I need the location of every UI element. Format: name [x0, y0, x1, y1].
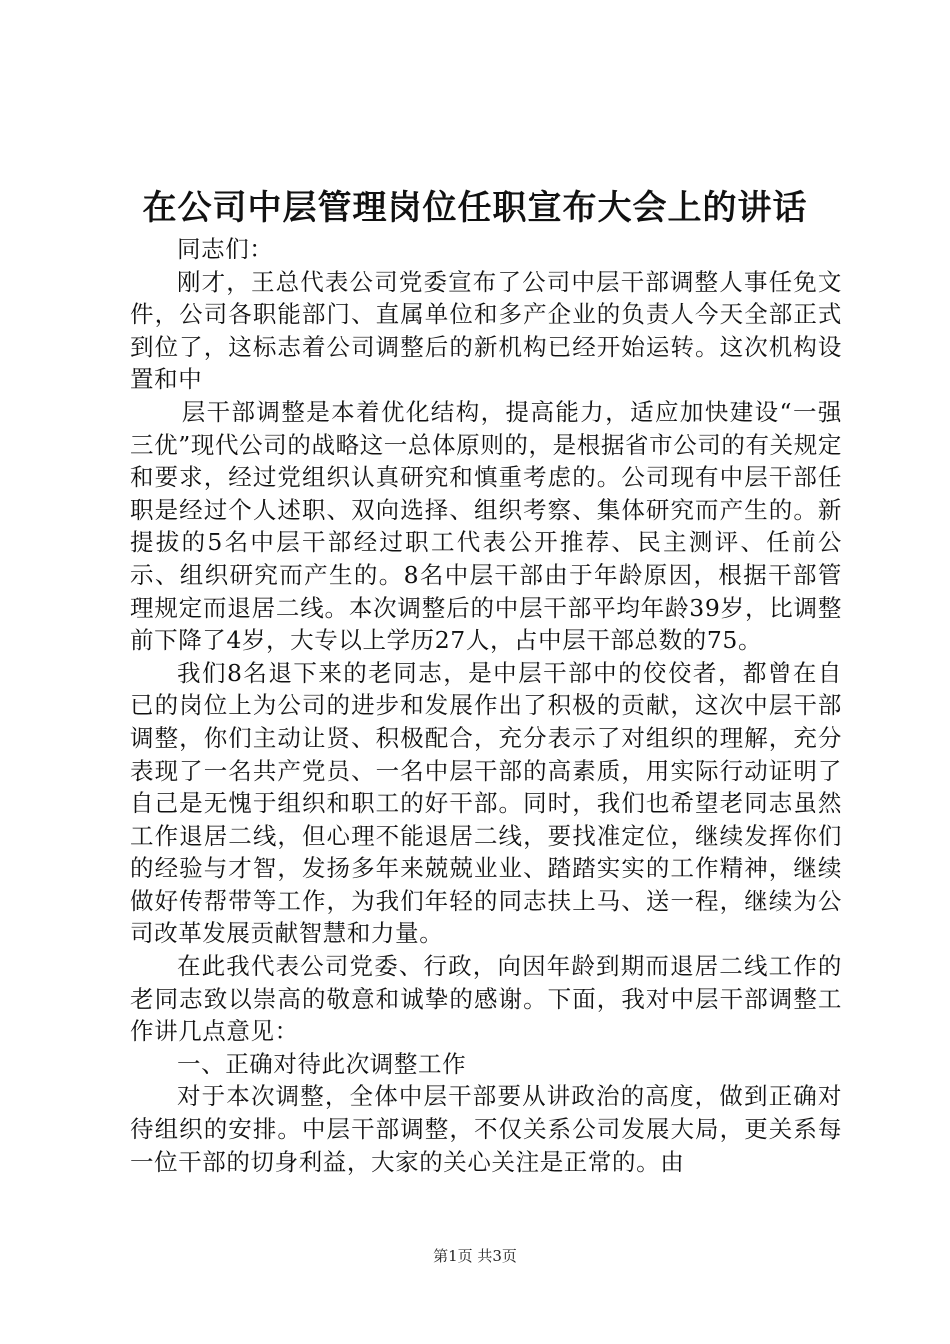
- body-paragraph: 刚才，王总代表公司党委宣布了公司中层干部调整人事任免文件，公司各职能部门、直属单位和多产企业的负责人今天全部正式到位了，这标志着公司调整后的新机构已经开始运转。这次机构设置和中: [130, 267, 842, 394]
- page-footer: 第1页 共3页: [433, 1247, 517, 1265]
- body-paragraph: 在此我代表公司党委、行政，向因年龄到期而退居二线工作的老同志致以崇高的敬意和诚挚的感谢。下面，我对中层干部调整工作讲几点意见：: [130, 952, 842, 1046]
- body-paragraph: 对于本次调整，全体中层干部要从讲政治的高度，做到正确对待组织的安排。中层干部调整，不仅关系公司发展大局，更关系每一位干部的切身利益，大家的关心关注是正常的。由: [130, 1082, 842, 1176]
- salutation-paragraph: 同志们：: [177, 235, 274, 263]
- body-paragraph: 我们8名退下来的老同志，是中层干部中的佼佼者，都曾在自已的岗位上为公司的进步和发展作出了积极的贡献，这次中层干部调整，你们主动让贤、积极配合，充分表示了对组织的理解，充分表现了一名共产党员、一名中层干部的高素质，用实际行动证明了自己是无愧于组织和职工的好干部。同时，我们也希望老同志虽然工作退居二线，但心理不能退居二线，要找准定位，继续发挥你们的经验与才智，发扬多年来兢兢业业、踏踏实实的工作精神，继续做好传帮带等工作，为我们年轻的同志扶上马、送一程，继续为公司改革发展贡献智慧和力量。: [130, 658, 842, 948]
- document-title: 在公司中层管理岗位任职宣布大会上的讲话: [142, 188, 808, 228]
- body-paragraph: 层干部调整是本着优化结构，提高能力，适应加快建设“一强三优”现代公司的战略这一总体原则的，是根据省市公司的有关规定和要求，经过党组织认真研究和慎重考虑的。公司现有中层干部任职是经过个人述职、双向选择、组织考察、集体研究而产生的。新提拔的5名中层干部经过职工代表公开推荐、民主测评、任前公示、组织研究而产生的。8名中层干部由于年龄原因，根据干部管理规定而退居二线。本次调整后的中层干部平均年龄39岁，比调整前下降了4岁，大专以上学历27人，占中层干部总数的75。: [130, 397, 842, 655]
- section-heading: 一、正确对待此次调整工作: [177, 1049, 467, 1078]
- document-body: [130, 233, 842, 1178]
